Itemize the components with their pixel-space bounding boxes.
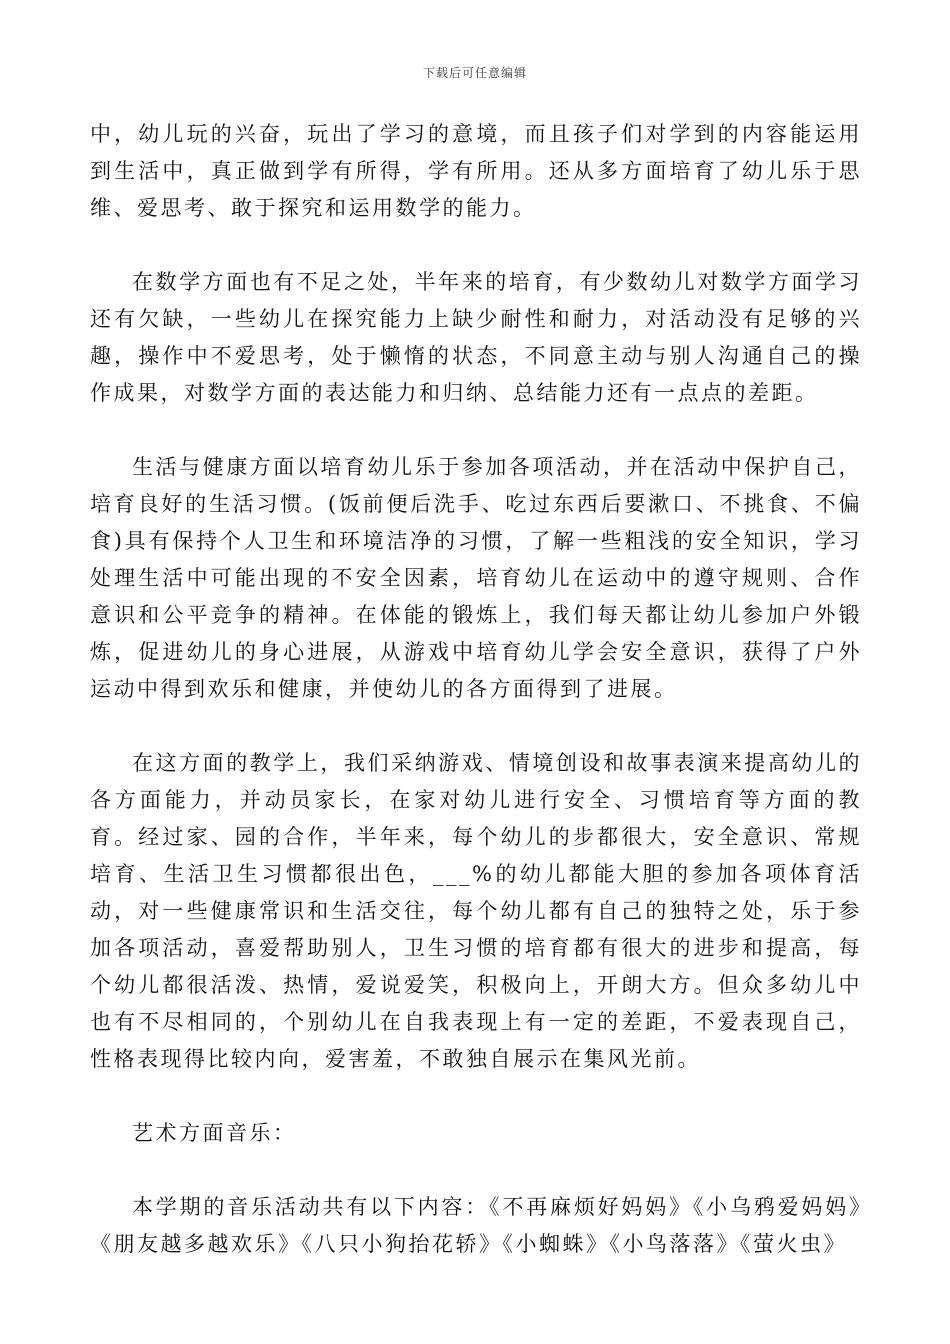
paragraph-teaching-methods: 在这方面的教学上，我们采纳游戏、情境创设和故事表演来提高幼儿的各方面能力，并动员家长，在家对幼儿进行安全、习惯培育等方面的教育。经过家、园的合作，半年来，每个幼儿的步都很大，安全意识、常规培育、生活卫生习惯都很出色，___%的幼儿都能大胆的参加各项体育活动，对一些健康常识和生活交往，每个幼儿都有自己的独特之处，乐于参加各项活动，喜爱帮助别人，卫生习惯的培育都有很大的进步和提高，每个幼儿都很活泼、热情，爱说爱笑，积极向上，开朗大方。但众多幼儿中也有不尽相同的，个别幼儿在自我表现上有一定的差距，不爱表现自己，性格表现得比较内向，爱害羞，不敢独自展示在集风光前。 (90, 751, 862, 1071)
document-body (90, 116, 862, 1263)
paragraph-math-continuation: 中，幼儿玩的兴奋，玩出了学习的意境，而且孩子们对学到的内容能运用到生活中，真正做到学有所得，学有所用。还从多方面培育了幼儿乐于思维、爱思考、敢于探究和运用数学的能力。 (90, 122, 862, 220)
page-header-note: 下载后可任意编辑 (422, 66, 527, 80)
paragraph-music-activities: 本学期的音乐活动共有以下内容：《不再麻烦好妈妈》《小乌鸦爱妈妈》《朋友越多越欢乐》《八只小狗抬花轿》《小蜘蛛》《小鸟落落》《萤火虫》 (90, 1195, 862, 1256)
paragraph-math-shortcomings: 在数学方面也有不足之处，半年来的培育，有少数幼儿对数学方面学习还有欠缺，一些幼儿在探究能力上缺少耐性和耐力，对活动没有足够的兴趣，操作中不爱思考，处于懒惰的状态，不同意主动与别人沟通自己的操作成果，对数学方面的表达能力和归纳、总结能力还有一点点的差距。 (90, 270, 862, 405)
paragraph-life-health: 生活与健康方面以培育幼儿乐于参加各项活动，并在活动中保护自己，培育良好的生活习惯。(饭前便后洗手、吃过东西后要漱口、不挑食、不偏食)具有保持个人卫生和环境洁净的习惯，了解一些粗浅的安全知识，学习处理生活中可能出现的不安全因素，培育幼儿在运动中的遵守规则、合作意识和公平竞争的精神。在体能的锻炼上，我们每天都让幼儿参加户外锻炼，促进幼儿的身心进展，从游戏中培育幼儿学会安全意识，获得了户外运动中得到欢乐和健康，并使幼儿的各方面得到了进展。 (90, 455, 862, 701)
section-heading-art-music: 艺术方面音乐： (132, 1121, 297, 1145)
